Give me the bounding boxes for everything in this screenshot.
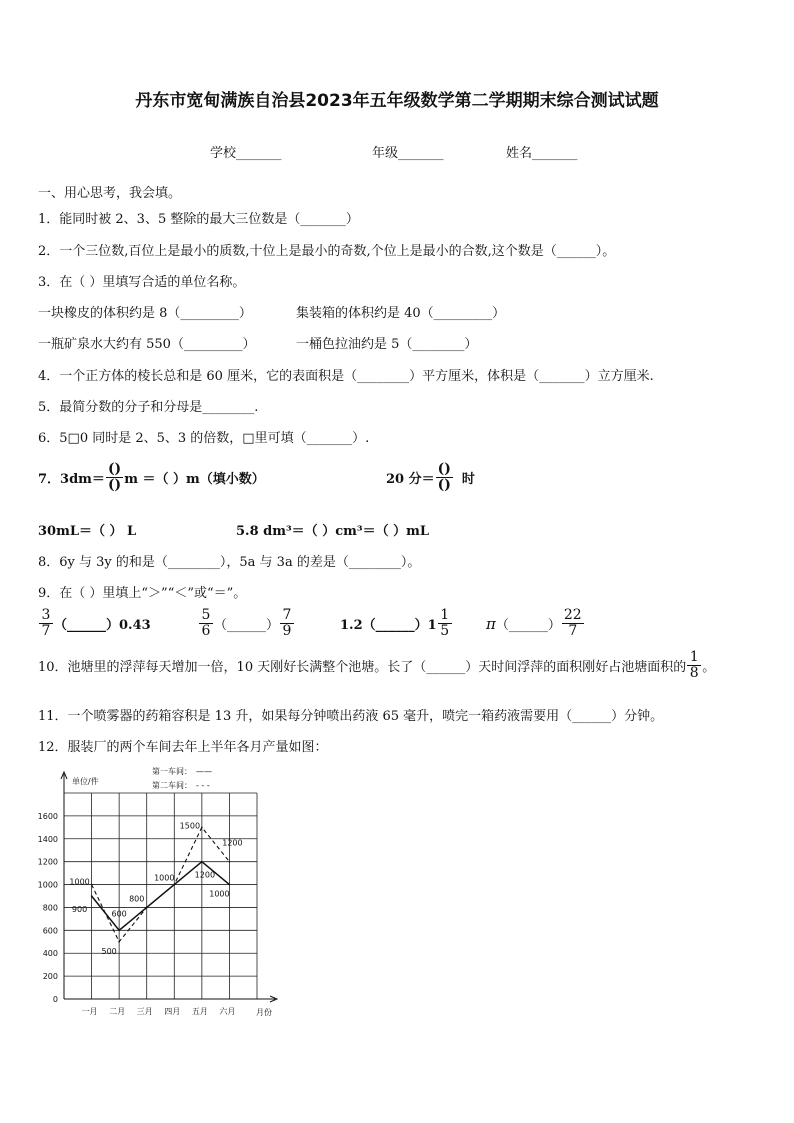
fraction	[40, 608, 52, 639]
legend-first-workshop: 第一车间： ——	[152, 767, 212, 776]
data-point	[201, 861, 203, 863]
data-label: 1000	[154, 873, 175, 883]
data-label: 1500	[179, 821, 201, 831]
question-7-right	[386, 462, 475, 493]
q9-item-e	[486, 608, 585, 639]
y-tick-label: 200	[42, 972, 58, 982]
fraction	[563, 608, 583, 639]
legend-second-workshop: 第二车间： - - -	[152, 781, 210, 790]
fraction-numerator: 3	[41, 607, 51, 623]
fraction-denominator: ()	[437, 477, 451, 493]
fraction	[281, 608, 293, 639]
data-label: 1200	[222, 838, 243, 848]
question-4: 4．一个正方体的棱长总和是 60 厘米，它的表面积是（________）平方厘米，体积是（_______）立方厘米.	[38, 369, 654, 384]
fraction-numerator: ()	[437, 461, 451, 477]
question-5: 5．最简分数的分子和分母是________.	[38, 400, 259, 415]
x-axis-label: 月份	[256, 1008, 272, 1017]
q9-item-a	[38, 608, 151, 639]
data-point	[201, 827, 203, 829]
x-tick-label: 五月	[191, 1007, 208, 1016]
x-tick-label: 三月	[136, 1007, 153, 1016]
question-3: 3．在（ ）里填写合适的单位名称。	[38, 275, 246, 290]
q7-mid: m ＝（ ）m（填小数）	[124, 472, 265, 487]
data-label: 800	[129, 894, 145, 904]
fraction-denominator: ()	[107, 477, 122, 493]
data-label: 600	[111, 909, 127, 919]
question-7-line-2-right: 5.8 dm³＝（ ）cm³＝（ ）mL	[236, 524, 429, 539]
data-label: 1200	[194, 870, 216, 880]
question-2: 2．一个三位数,百位上是最小的质数,十位上是最小的奇数,个位上是最小的合数,这个数是（______）。	[38, 244, 616, 259]
fraction	[439, 608, 451, 639]
fraction-numerator: 5	[201, 607, 211, 623]
y-tick-label: 1200	[37, 857, 58, 867]
data-label: 1000	[209, 889, 230, 899]
name-field[interactable]: 姓名_______	[506, 146, 578, 161]
q9-d-compare: 1.2（______）1	[340, 618, 437, 633]
fraction-numerator: 1	[689, 649, 699, 665]
fraction	[688, 650, 700, 681]
data-label: 500	[101, 946, 117, 956]
question-3-item-c: 一瓶矿泉水大约有 550（_________）	[38, 337, 256, 352]
fraction	[107, 462, 122, 493]
x-tick-label: 六月	[219, 1007, 236, 1016]
question-7	[38, 462, 265, 493]
question-8: 8．6y 与 3y 的和是（________），5a 与 3a 的差是（________）。	[38, 555, 421, 570]
q9-e-compare: （______）	[495, 618, 561, 633]
y-tick-label: 800	[42, 903, 58, 913]
pi-symbol: π	[486, 614, 496, 633]
fraction-denominator: 5	[440, 623, 450, 639]
y-tick-label: 1400	[37, 834, 58, 844]
data-point	[173, 884, 175, 886]
data-point	[146, 907, 148, 909]
q9-b-compare: （______）	[214, 618, 280, 633]
school-field[interactable]: 学校_______	[210, 146, 282, 161]
y-tick-label: 600	[42, 926, 58, 936]
data-label: 900	[71, 905, 88, 914]
q7-right-suffix: 时	[461, 472, 475, 487]
question-6: 6．5□0 同时是 2、5、3 的倍数，□里可填（_______）.	[38, 431, 370, 446]
q10-text: 10．池塘里的浮萍每天增加一倍，10 天刚好长满整个池塘。长了（______）天时间浮萍的面积刚好占池塘面积的	[38, 660, 687, 675]
q7-prefix: 7．3dm＝	[38, 472, 105, 487]
question-3-item-a: 一块橡皮的体积约是 8（_________）	[38, 306, 252, 321]
grade-field[interactable]: 年级_______	[372, 146, 444, 161]
fraction-numerator: 7	[282, 607, 292, 623]
question-3-item-d: 一桶色拉油约是 5（________）	[296, 337, 478, 352]
q9-item-d	[340, 608, 453, 639]
data-point	[229, 861, 231, 863]
y-tick-label: 400	[42, 949, 58, 959]
fraction	[437, 462, 452, 493]
question-3-item-b: 集装箱的体积约是 40（_________）	[296, 306, 506, 321]
data-point	[118, 941, 120, 943]
data-point	[91, 884, 93, 886]
x-tick-label: 一月	[81, 1007, 98, 1016]
production-line-chart	[30, 760, 290, 1025]
y-axis-label: 单位/件	[72, 777, 99, 786]
y-tick-label: 0	[52, 995, 58, 1004]
fraction-numerator: 1	[440, 607, 450, 623]
page-title: 丹东市宽甸满族自治县2023年五年级数学第二学期期末综合测试试题	[135, 91, 659, 111]
q9-item-b	[198, 608, 295, 639]
fraction	[200, 608, 212, 639]
fraction-numerator: ()	[107, 461, 122, 477]
data-point	[118, 930, 120, 932]
fraction-denominator: 9	[282, 623, 292, 639]
question-1: 1．能同时被 2、3、5 整除的最大三位数是（_______）	[38, 212, 359, 227]
q10-end: 。	[702, 660, 716, 675]
fraction-denominator: 8	[689, 665, 699, 681]
data-point	[91, 895, 93, 897]
fraction-denominator: 7	[568, 623, 578, 639]
q9-a-compare: （______）0.43	[54, 618, 151, 633]
question-7-line-2-left: 30mL＝（ ） L	[38, 524, 137, 539]
question-12: 12．服装厂的两个车间去年上半年各月产量如图：	[38, 740, 328, 755]
fraction-numerator: 22	[563, 607, 582, 623]
data-point	[229, 884, 231, 886]
data-label: 1000	[69, 877, 90, 887]
fraction-denominator: 6	[201, 623, 211, 639]
q7-right-prefix: 20 分＝	[386, 472, 435, 487]
x-tick-label: 二月	[109, 1007, 126, 1016]
question-11: 11．一个喷雾器的药箱容积是 13 升，如果每分钟喷出药液 65 毫升，喷完一箱药液需要用（______）分钟。	[38, 709, 664, 724]
question-10	[38, 650, 715, 681]
y-tick-label: 1000	[37, 880, 58, 890]
x-tick-label: 四月	[164, 1007, 181, 1016]
question-9: 9．在（ ）里填上“＞”“＜”或“＝”。	[38, 586, 247, 601]
section-heading: 一、用心思考，我会填。	[38, 186, 182, 201]
y-tick-label: 1600	[37, 811, 58, 821]
fraction-denominator: 7	[41, 623, 51, 639]
